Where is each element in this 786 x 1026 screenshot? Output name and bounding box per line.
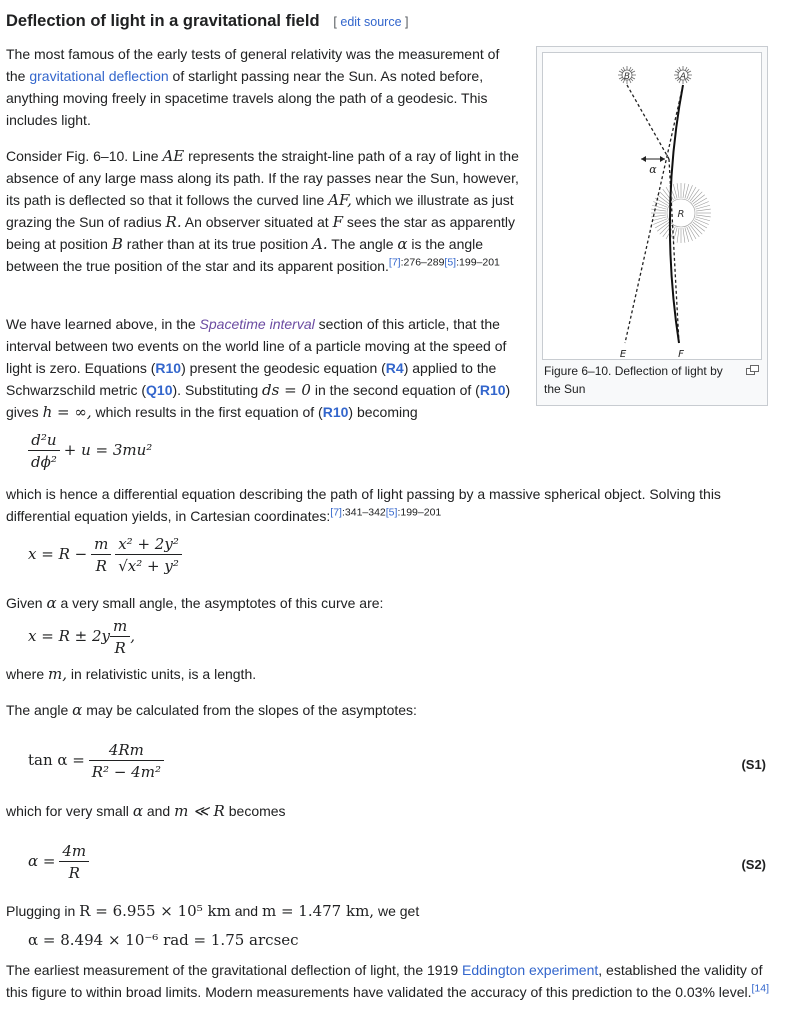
- text: of starlight passing near the Sun. As noted before, anything moving freely in spacetime travels along the path of a geodesic. This includes light.: [6, 68, 488, 128]
- fraction: [89, 740, 164, 783]
- denominator: dϕ²: [31, 453, 57, 471]
- math-alpha: α: [397, 235, 408, 253]
- eq-link-q10[interactable]: Q10: [146, 382, 173, 398]
- equation-rest: + u = 3mu²: [63, 441, 153, 460]
- equation-s1: [28, 740, 164, 783]
- citation-link-5[interactable]: [5]: [444, 256, 457, 269]
- text: An observer situated at: [181, 214, 333, 230]
- math-condition: m ≪ R: [174, 802, 225, 820]
- text: which results in the first equation of (: [91, 404, 323, 420]
- deflection-diagram: [543, 53, 761, 359]
- citation: [389, 256, 500, 268]
- apparent-ray-upper: [627, 85, 669, 159]
- text: section of this article, that the interval between two events on the world line of a particle moving at the speed of light is zero. Equations (: [6, 316, 507, 376]
- text: , established the validity of this figure to within broad limits. Modern measurements have validated the accuracy of this prediction to the 0.03% level.: [6, 962, 763, 1000]
- text: The angle: [327, 236, 398, 252]
- equation-geodesic: [28, 430, 152, 473]
- paragraph-5: [6, 592, 776, 614]
- text: and: [230, 903, 262, 919]
- paragraph-4: [6, 483, 776, 527]
- equation-asymptotes: [28, 616, 135, 659]
- numerator: x² + 2y²: [115, 534, 182, 555]
- paragraph-8: [6, 800, 776, 822]
- citation-link-7[interactable]: [7]: [388, 256, 401, 269]
- text: sees the star as apparently being at position: [6, 214, 516, 252]
- section-heading: [6, 10, 776, 33]
- numerator: m: [91, 534, 111, 555]
- eq-link-r10[interactable]: R10: [155, 360, 182, 376]
- figure-image[interactable]: [542, 52, 762, 360]
- equation-text: α = 8.494 × 10⁻⁶ rad = 1.75 arcsec: [28, 931, 299, 949]
- equation-label-s2: (S2): [741, 857, 766, 872]
- text: Plugging in: [6, 903, 80, 919]
- sun-ray: [683, 183, 685, 198]
- equation-lhs: x = R ± 2y: [28, 627, 110, 646]
- label-e: E: [619, 349, 627, 359]
- paragraph-7: [6, 699, 776, 721]
- fraction: [91, 534, 111, 577]
- link-spacetime-interval[interactable]: Spacetime interval: [199, 316, 315, 332]
- text: and: [142, 803, 175, 819]
- text: ) becoming: [348, 404, 418, 420]
- equation-path: [28, 534, 182, 577]
- label-r: R: [677, 209, 685, 220]
- citation: [752, 982, 770, 994]
- sun-ray: [651, 209, 666, 211]
- text: becomes: [224, 803, 286, 819]
- math-h: h = ∞,: [42, 403, 92, 421]
- edit-section: [ edit source ]: [333, 15, 409, 29]
- citation-link-14[interactable]: [14]: [751, 982, 770, 995]
- math-ae: AE: [162, 147, 185, 165]
- eq-link-r4[interactable]: R4: [385, 360, 404, 376]
- enlarge-icon[interactable]: [746, 365, 759, 375]
- denominator: √x² + y²: [118, 557, 179, 575]
- paragraph-1: [6, 43, 522, 131]
- text: we get: [374, 903, 420, 919]
- denominator: R: [68, 864, 80, 882]
- text: We have learned above, in the: [6, 316, 200, 332]
- figure-caption: Figure 6–10. Deflection of light by the Sun: [544, 364, 723, 396]
- text: a very small angle, the asymptotes of this curve are:: [56, 595, 384, 611]
- numerator: 4Rm: [89, 740, 164, 761]
- math-af: AF,: [328, 191, 352, 209]
- text: rather than at its true position: [122, 236, 312, 252]
- sun-ray: [696, 215, 711, 217]
- math-m-value: m = 1.477 km,: [261, 902, 375, 920]
- equation-lhs: x = R −: [28, 545, 88, 564]
- equation-tail: ,: [130, 627, 135, 646]
- text: may be calculated from the slopes of the asymptotes:: [82, 702, 417, 718]
- math-r-value: R = 6.955 × 10⁵ km: [79, 902, 231, 920]
- text: represents the straight-line path of a ray of light in the absence of any large mass along its path. If the ray passes near the Sun, however, its path is deflected so that it follows the curved line: [6, 148, 519, 208]
- text: which we illustrate as just grazing the Sun of radius: [6, 192, 514, 230]
- citation-link-5[interactable]: [5]: [385, 506, 398, 519]
- citation: [330, 506, 441, 518]
- citation-pages: :341–342: [341, 506, 386, 519]
- math-alpha: α: [132, 802, 143, 820]
- math-ds: ds = 0: [262, 381, 311, 399]
- paragraph-6: [6, 663, 776, 685]
- text: where: [6, 666, 49, 682]
- eq-link-r10[interactable]: R10: [479, 382, 506, 398]
- label-b: B: [623, 72, 631, 82]
- label-f: F: [678, 349, 684, 359]
- text: which is hence a differential equation describing the path of light passing by a massive spherical object. Solving this differential equation yields, in Cartesian coordinates:: [6, 486, 721, 524]
- text: Consider Fig. 6–10. Line: [6, 148, 163, 164]
- text: which for very small: [6, 803, 133, 819]
- fraction: [115, 534, 182, 577]
- text: ) present the geodesic equation (: [181, 360, 386, 376]
- text: Given: [6, 595, 47, 611]
- fraction: [28, 430, 60, 473]
- sun-ray: [677, 183, 679, 198]
- math-b: B: [111, 235, 123, 253]
- equation-lhs: tan α =: [28, 751, 85, 770]
- numerator: 4m: [59, 841, 89, 862]
- numerator: d²u: [28, 430, 60, 451]
- math-alpha: α: [72, 701, 83, 719]
- equation-s2: [28, 841, 89, 884]
- fraction: [59, 841, 89, 884]
- citation-pages: :199–201: [397, 506, 442, 519]
- math-alpha: α: [46, 594, 57, 612]
- edit-source-link[interactable]: edit source: [340, 15, 402, 29]
- math-r: R.: [165, 213, 182, 231]
- text: The angle: [6, 702, 73, 718]
- math-m: m,: [48, 665, 68, 683]
- paragraph-2: [6, 145, 522, 277]
- text: ). Substituting: [172, 382, 262, 398]
- sun-ray: [677, 228, 679, 243]
- eq-link-r10[interactable]: R10: [322, 404, 349, 420]
- link-eddington-experiment[interactable]: Eddington experiment: [462, 962, 599, 978]
- sun-ray: [696, 209, 711, 211]
- fraction: [110, 616, 130, 659]
- text: in the second equation of (: [310, 382, 480, 398]
- equation-lhs: α =: [28, 852, 56, 871]
- denominator: R: [114, 639, 126, 657]
- text: is the angle between the true position of the star and its apparent position.: [6, 236, 484, 274]
- denominator: R: [95, 557, 107, 575]
- link-gravitational-deflection[interactable]: gravitational deflection: [29, 68, 169, 84]
- paragraph-10: [6, 959, 776, 1003]
- citation-pages: :276–289: [400, 256, 445, 269]
- citation-pages: :199–201: [456, 256, 500, 269]
- paragraph-3: [6, 313, 522, 423]
- equation-result: [28, 929, 299, 951]
- paragraph-9: [6, 900, 776, 922]
- section-title: Deflection of light in a gravitational field: [6, 12, 320, 30]
- denominator: R² − 4m²: [91, 763, 161, 781]
- text: ) applied to the Schwarzschild metric (: [6, 360, 497, 398]
- math-f: F: [332, 213, 344, 231]
- text: in relativistic units, is a length.: [67, 666, 257, 682]
- label-a: A: [679, 72, 687, 82]
- sun-ray: [683, 228, 685, 243]
- text: The earliest measurement of the gravitational deflection of light, the 1919: [6, 962, 463, 978]
- equation-label-s1: (S1): [741, 757, 766, 772]
- label-alpha: α: [649, 163, 657, 176]
- numerator: m: [110, 616, 130, 637]
- figure-thumb: [536, 46, 768, 406]
- text: The most famous of the early tests of general relativity was the measurement of the: [6, 46, 500, 84]
- math-a: A.: [312, 235, 328, 253]
- text: ) gives: [6, 382, 511, 420]
- citation-link-7[interactable]: [7]: [330, 506, 342, 519]
